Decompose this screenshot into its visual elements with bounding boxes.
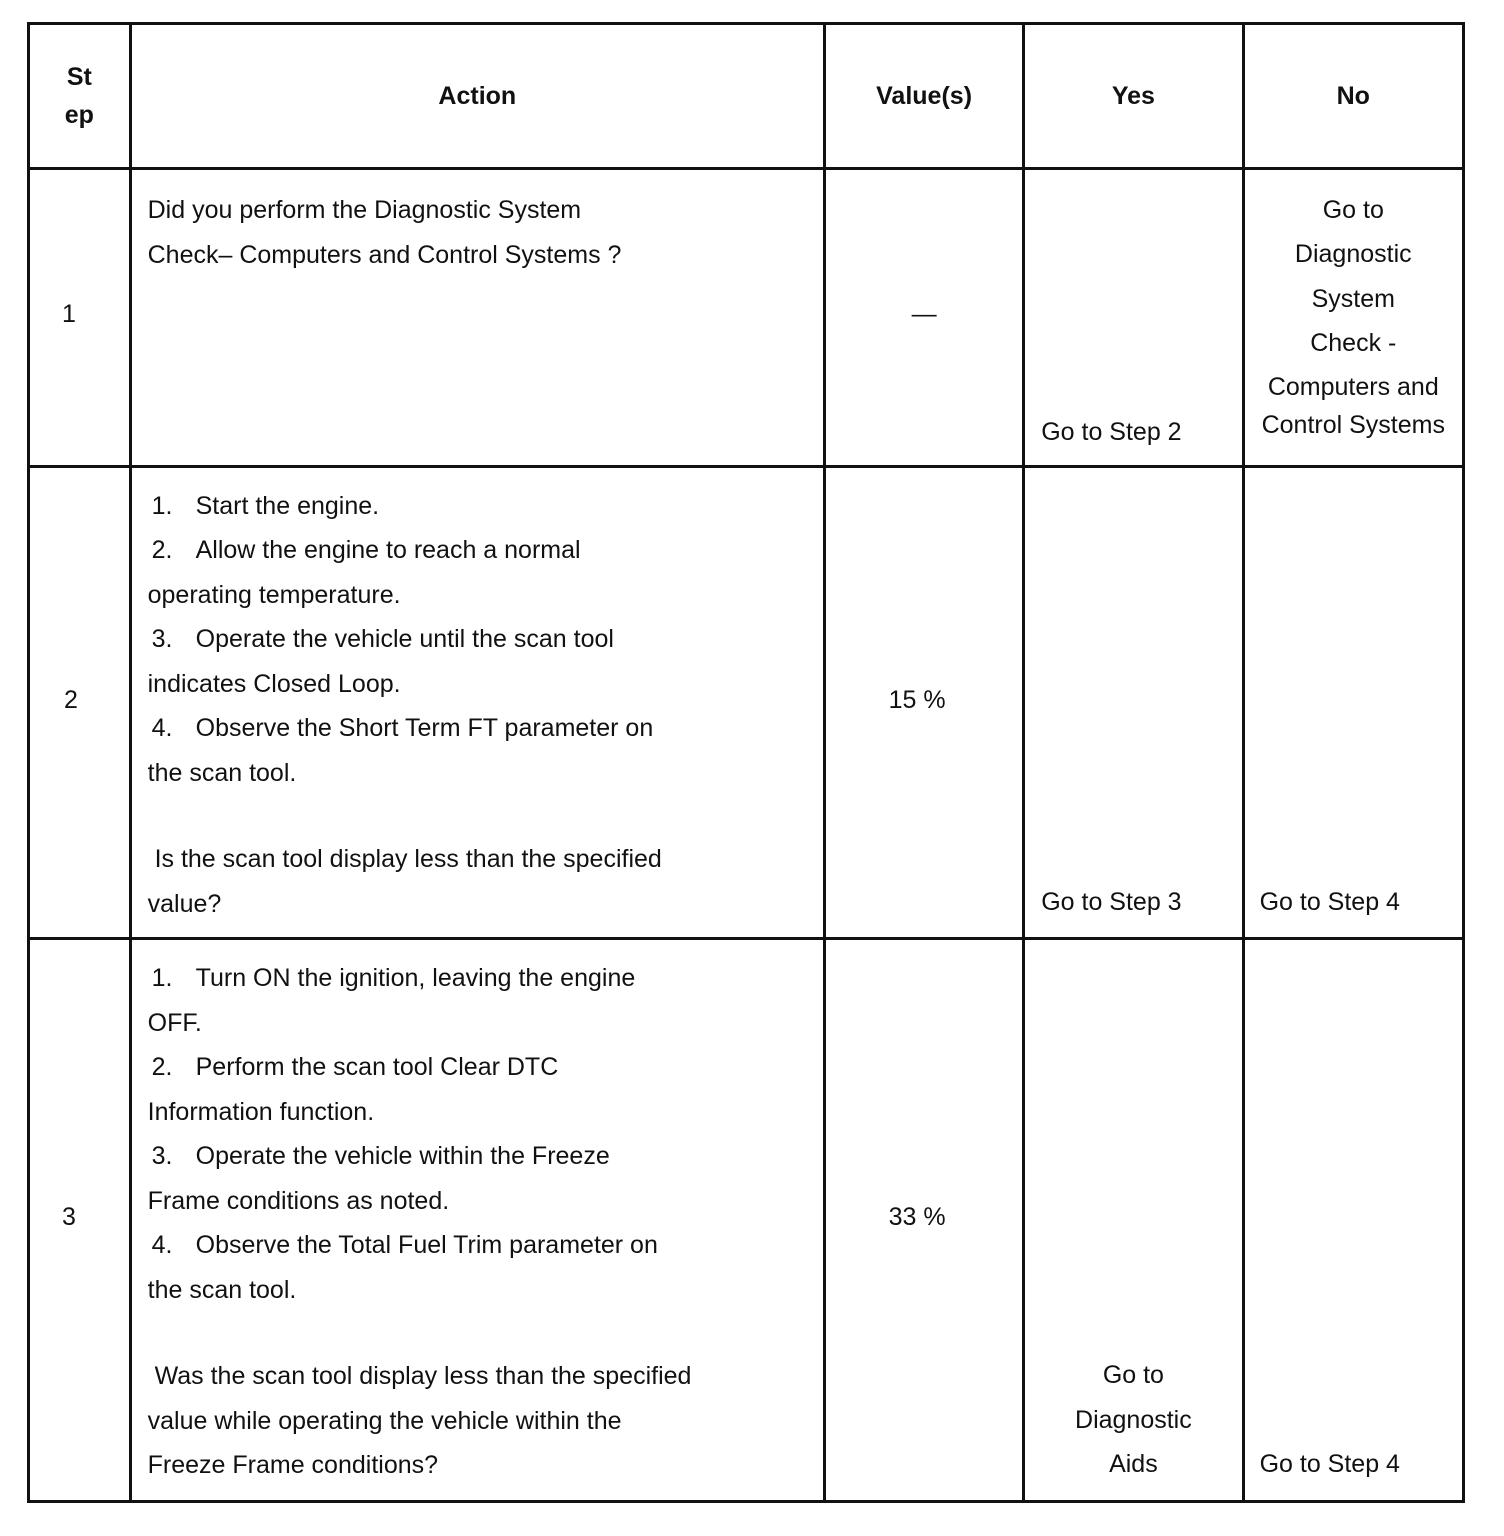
step-cell xyxy=(29,169,131,466)
action-item-number: 4. xyxy=(151,714,173,743)
header-step-text: St ep xyxy=(64,63,94,130)
yes-line: Aids xyxy=(1109,1450,1158,1479)
action-text xyxy=(148,188,809,277)
value-text: — xyxy=(911,300,937,329)
action-question-line: Did you perform the Diagnostic System xyxy=(147,196,582,225)
action-item xyxy=(148,1223,809,1268)
action-item-text: Observe the Short Term FT parameter on xyxy=(195,714,654,743)
step-cell xyxy=(29,466,131,939)
action-item-number: 3. xyxy=(151,1142,173,1171)
action-item-text: Observe the Total Fuel Trim parameter on xyxy=(195,1231,658,1260)
diagnostic-table xyxy=(27,22,1465,1503)
no-line: Control Systems xyxy=(1261,410,1445,439)
yes-link[interactable]: Go to Step 2 xyxy=(1041,418,1182,447)
step-cell xyxy=(29,939,131,1502)
action-item xyxy=(148,528,809,573)
action-item-number: 2. xyxy=(151,536,173,565)
action-item-number: 1. xyxy=(151,491,173,520)
action-item-number: 4. xyxy=(151,1231,173,1260)
action-item xyxy=(148,956,809,1001)
action-item xyxy=(148,484,809,529)
action-item-text: Operate the vehicle until the scan tool xyxy=(195,625,614,654)
action-item-continuation: Frame conditions as noted. xyxy=(147,1186,450,1215)
action-text xyxy=(148,956,809,1488)
action-item xyxy=(148,1134,809,1179)
action-item xyxy=(148,1045,809,1090)
no-link[interactable] xyxy=(1245,188,1462,439)
action-question-line: value? xyxy=(147,889,222,918)
header-no: No xyxy=(1243,24,1463,169)
value-text: 33 % xyxy=(888,1203,946,1232)
yes-cell xyxy=(1024,169,1243,466)
value-cell xyxy=(824,169,1023,466)
no-cell xyxy=(1243,466,1463,939)
action-item xyxy=(148,706,809,751)
header-yes: Yes xyxy=(1024,24,1243,169)
action-item-number: 2. xyxy=(151,1053,173,1082)
table-header-row xyxy=(29,24,1464,169)
action-item-text: Start the engine. xyxy=(195,491,380,520)
action-item-text: Allow the engine to reach a normal xyxy=(195,536,581,565)
action-item-continuation: operating temperature. xyxy=(147,580,401,609)
step-number: 1 xyxy=(62,300,76,329)
yes-link[interactable]: Go to Step 3 xyxy=(1041,887,1182,916)
action-question-line: Was the scan tool display less than the specified xyxy=(147,1362,692,1391)
action-cell xyxy=(130,939,824,1502)
action-cell xyxy=(130,169,824,466)
action-item-continuation: the scan tool. xyxy=(147,1275,297,1304)
step-number: 2 xyxy=(64,685,78,714)
action-question-line: Freeze Frame conditions? xyxy=(147,1451,439,1480)
table-row xyxy=(29,466,1464,939)
action-cell xyxy=(130,466,824,939)
action-item-continuation: indicates Closed Loop. xyxy=(147,669,401,698)
value-cell xyxy=(824,466,1023,939)
yes-cell xyxy=(1024,466,1243,939)
header-values: Value(s) xyxy=(824,24,1023,169)
yes-link[interactable] xyxy=(1025,1353,1241,1487)
header-step-label xyxy=(30,58,129,134)
yes-line: Diagnostic xyxy=(1075,1405,1192,1434)
table-row xyxy=(29,169,1464,466)
action-question-line: Is the scan tool display less than the specified xyxy=(147,845,662,874)
action-item-continuation: OFF. xyxy=(147,1008,202,1037)
action-item-number: 3. xyxy=(151,625,173,654)
action-question-line: Check– Computers and Control Systems ? xyxy=(147,240,622,269)
action-item-text: Turn ON the ignition, leaving the engine xyxy=(195,964,636,993)
action-item-continuation: Information function. xyxy=(147,1097,375,1126)
no-cell xyxy=(1243,939,1463,1502)
yes-line: Go to xyxy=(1102,1361,1164,1390)
action-item-number: 1. xyxy=(151,964,173,993)
no-line: Check - xyxy=(1310,329,1397,358)
action-item-text: Operate the vehicle within the Freeze xyxy=(195,1142,610,1171)
no-line: Go to xyxy=(1322,196,1384,225)
value-cell xyxy=(824,939,1023,1502)
no-line: Diagnostic xyxy=(1294,240,1412,269)
no-link[interactable]: Go to Step 4 xyxy=(1259,887,1400,916)
action-item-text: Perform the scan tool Clear DTC xyxy=(195,1053,559,1082)
action-question-line: value while operating the vehicle within the xyxy=(147,1406,622,1435)
action-item-continuation: the scan tool. xyxy=(147,758,297,787)
header-step xyxy=(29,24,131,169)
step-number: 3 xyxy=(62,1203,76,1232)
no-link[interactable]: Go to Step 4 xyxy=(1259,1450,1400,1479)
no-line: System xyxy=(1311,284,1395,313)
yes-cell xyxy=(1024,939,1243,1502)
no-line: Computers and xyxy=(1267,373,1439,402)
header-action: Action xyxy=(130,24,824,169)
table-row xyxy=(29,939,1464,1502)
no-cell xyxy=(1243,169,1463,466)
action-text xyxy=(148,484,809,927)
action-item xyxy=(148,617,809,662)
value-text: 15 % xyxy=(888,685,946,714)
